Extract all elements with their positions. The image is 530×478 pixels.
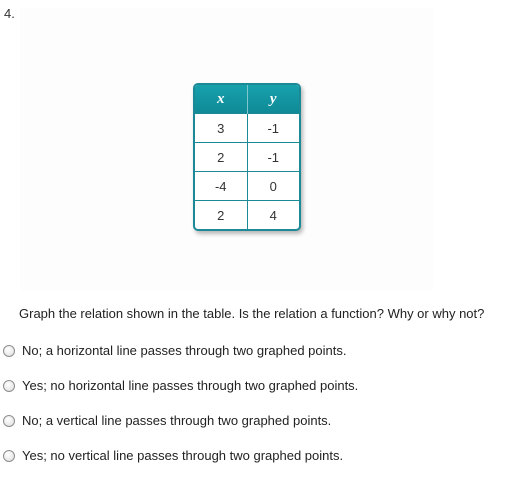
question-figure (20, 8, 433, 290)
table-row (195, 201, 299, 230)
answer-option-b[interactable] (3, 378, 358, 393)
table-cell-x: 2 (195, 201, 247, 230)
answer-option-label: Yes; no horizontal line passes through two graphed points. (22, 378, 359, 393)
question-number: 4. (4, 6, 15, 21)
table-cell-x: 2 (195, 143, 247, 172)
table-cell-y: 0 (247, 172, 299, 201)
table-cell-x: 3 (195, 114, 247, 143)
table-header-row (195, 85, 299, 114)
xy-table (193, 83, 301, 231)
radio-button[interactable] (3, 450, 15, 462)
answer-option-a[interactable] (3, 343, 346, 358)
table-row (195, 172, 299, 201)
table-cell-y: -1 (247, 114, 299, 143)
question-text: Graph the relation shown in the table. Is the relation a function? Why or why not? (19, 306, 485, 321)
table-row (195, 114, 299, 143)
table-row (195, 143, 299, 172)
answer-option-c[interactable] (3, 413, 331, 428)
table-cell-y: 4 (247, 201, 299, 230)
radio-button[interactable] (3, 380, 15, 392)
table-header-y: y (247, 85, 299, 114)
table-header-x: x (195, 85, 247, 114)
table-cell-y: -1 (247, 143, 299, 172)
table-cell-x: -4 (195, 172, 247, 201)
answer-option-label: No; a vertical line passes through two graphed points. (22, 413, 332, 428)
answer-option-label: No; a horizontal line passes through two graphed points. (22, 343, 347, 358)
answer-option-label: Yes; no vertical line passes through two graphed points. (22, 448, 344, 463)
radio-button[interactable] (3, 345, 15, 357)
radio-button[interactable] (3, 415, 15, 427)
answer-option-d[interactable] (3, 448, 343, 463)
